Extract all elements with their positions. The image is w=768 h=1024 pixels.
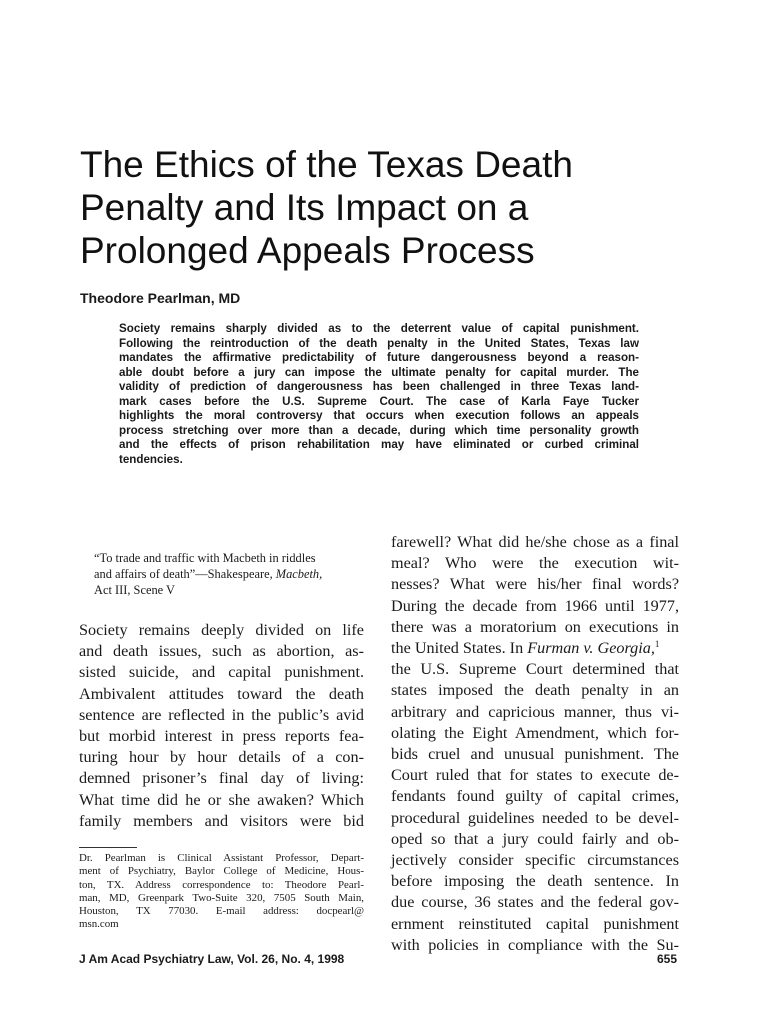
body-text: the United States. In — [391, 639, 528, 658]
body-line: nesses? What were his/her final words? — [391, 575, 679, 594]
footnote-line: Houston, TX 77030. E-mail address: docpearl@ — [79, 905, 364, 918]
page-number: 655 — [656, 952, 677, 966]
body-line: procedural guidelines needed to be devel- — [391, 808, 679, 827]
epigraph-line: “To trade and traffic with Macbeth in riddles — [94, 551, 316, 565]
body-line: turing hour by hour details of a con- — [79, 748, 364, 767]
epigraph — [94, 550, 374, 598]
abstract-line: Society remains sharply divided as to the deterrent value of capital punishment. — [119, 322, 639, 335]
title-line: Penalty and Its Impact on a — [80, 187, 529, 228]
footnote-line: msn.com — [79, 918, 119, 931]
body-line: but morbid interest in press reports fea- — [79, 727, 364, 746]
abstract-line: tendencies. — [119, 452, 183, 466]
footnote-line: ton, TX. Address correspondence to: Theodore Pearl- — [79, 878, 364, 891]
body-line: oped so that a jury could fairly and ob- — [391, 829, 679, 848]
body-line: farewell? What did he/she chose as a final — [391, 533, 679, 551]
footnote-line: ment of Psychiatry, Baylor College of Medicine, Hous- — [79, 865, 364, 878]
body-line: ernment reinstituted capital punishment — [391, 914, 679, 933]
footnote-line: man, MD, Greenpark Two-Suite 320, 7505 South Main, — [79, 891, 364, 904]
body-line: During the decade from 1966 until 1977, — [391, 596, 679, 615]
footnote-reference[interactable]: 1 — [654, 639, 660, 650]
case-citation: Furman v. Georgia, — [527, 639, 655, 658]
body-line: demned prisoner’s final day of living: — [79, 769, 364, 788]
body-line: bids cruel and unusual punishment. The — [391, 745, 679, 764]
body-line: Court ruled that for states to execute de- — [391, 766, 679, 785]
author-footnote — [79, 852, 364, 932]
abstract-line: and the effects of prison rehabilitation may have eliminated or curbed criminal — [119, 438, 639, 451]
abstract-line: highlights the moral controversy that occurs when execution follows an appeals — [119, 409, 639, 422]
abstract-line: validity of prediction of dangerousness has been challenged in three Texas land- — [119, 380, 639, 393]
body-line: the U.S. Supreme Court determined that — [391, 660, 679, 679]
abstract — [119, 322, 639, 467]
epigraph-line: Act III, Scene V — [94, 583, 175, 597]
epigraph-play-title: Macbeth, — [275, 567, 323, 581]
body-line: olating the Eight Amendment, which for- — [391, 723, 679, 742]
epigraph-line — [94, 566, 374, 582]
epigraph-text: and affairs of death”—Shakespeare, — [94, 567, 276, 581]
body-column-right — [391, 532, 679, 956]
body-line: fendants found guilty of capital crimes, — [391, 787, 679, 806]
body-line: sentence are reflected in the public’s avid — [79, 705, 364, 724]
author-name: Theodore Pearlman, MD — [80, 290, 241, 306]
title-line: Prolonged Appeals Process — [80, 230, 535, 271]
body-line: meal? Who were the execution wit- — [391, 554, 679, 573]
body-line: with policies in compliance with the Su- — [391, 935, 679, 954]
body-line: there was a moratorium on executions in — [391, 617, 679, 636]
body-line: before imposing the death sentence. In — [391, 872, 679, 891]
body-line: arbitrary and capricious manner, thus vi- — [391, 702, 679, 721]
body-line: sisted suicide, and capital punishment. — [79, 663, 364, 682]
footnote-divider — [79, 847, 137, 848]
body-line: family members and visitors were bid — [79, 811, 364, 830]
abstract-line: Following the reintroduction of the death penalty in the United States, Texas law — [119, 336, 639, 350]
body-line: and death issues, such as abortion, as- — [79, 642, 364, 661]
abstract-line: mandates the affirmative predictability of future dangerousness beyond a reason- — [119, 351, 639, 364]
abstract-line: mark cases before the U.S. Supreme Court. The case of Karla Faye Tucker — [119, 394, 639, 408]
article-title — [80, 143, 700, 272]
body-column-left — [79, 620, 364, 832]
body-line: jectively consider specific circumstances — [391, 851, 679, 870]
title-line: The Ethics of the Texas Death — [80, 144, 573, 185]
body-line: due course, 36 states and the federal gov- — [391, 893, 679, 912]
body-line: Ambivalent attitudes toward the death — [79, 684, 364, 703]
footnote-line: Dr. Pearlman is Clinical Assistant Professor, Depart- — [79, 852, 364, 864]
body-line: What time did he or she awaken? Which — [79, 790, 364, 809]
body-line: states imposed the death penalty in an — [391, 681, 679, 700]
journal-citation: J Am Acad Psychiatry Law, Vol. 26, No. 4, 1998 — [79, 952, 345, 966]
body-line — [391, 638, 679, 659]
abstract-line: able doubt before a jury can impose the ultimate penalty for capital murder. The — [119, 365, 639, 379]
body-line: Society remains deeply divided on life — [79, 621, 364, 639]
abstract-line: process stretching over more than a decade, during which time personality growth — [119, 423, 639, 437]
